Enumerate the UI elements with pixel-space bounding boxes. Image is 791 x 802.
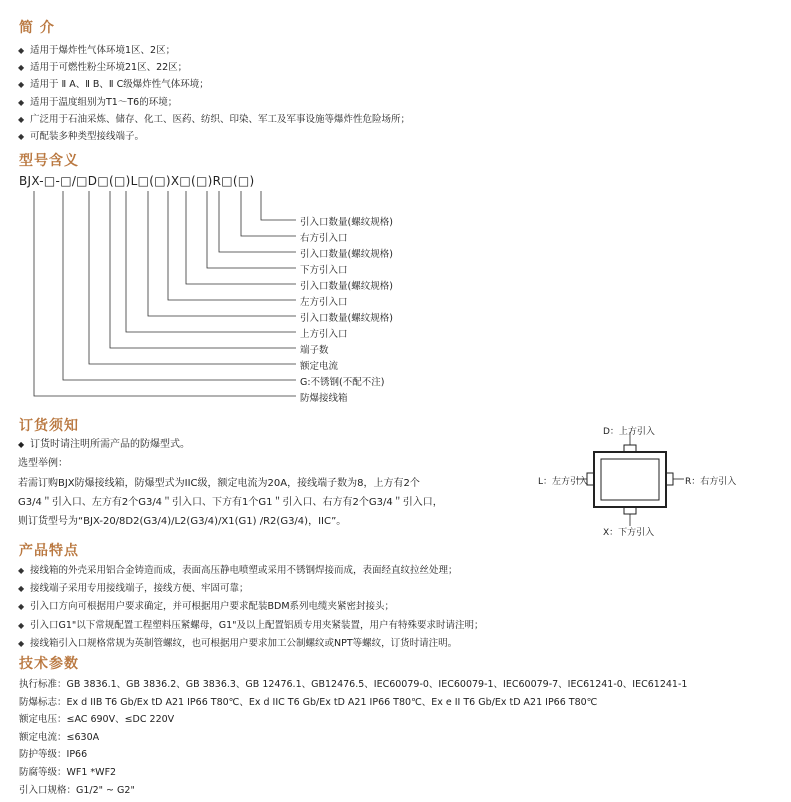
list-item: ◆ 引入口G1"以下常规配置工程塑料压紧螺母，G1"及以上配置铝质专用夹紧装置，用户有特殊要求时请注明； — [18, 617, 484, 635]
diamond-bullet-icon: ◆ — [18, 602, 25, 612]
param-row: 额定电流：≤630A — [19, 731, 100, 743]
diamond-bullet-icon: ◆ — [18, 638, 25, 648]
diagram-right-label: R：右方引入 — [685, 477, 737, 487]
param-row: 防护等级：IP66 — [19, 749, 88, 761]
model-label: G:不锈钢(不配不注) — [300, 377, 385, 388]
model-code: BJX-□-□/□D□(□)L□(□)X□(□)R□(□) — [19, 174, 255, 188]
example-text: 若需订购BJX防爆接线箱，防爆型式为IIC级，额定电流为20A，接线端子数为8，上方有2个 G3/4＂引入口、左方有2个G3/4＂引入口、下方有1个G1＂引入口、右方有2个G3/4＂引入口， 则订货型号为“BJX-20/8D2(G3/4)/L2(G3/4)/X1(G1) /R2(G3/4)，IIC”。 — [18, 478, 443, 527]
diamond-bullet-icon: ◆ — [18, 114, 25, 124]
list-item: ◆ 引入口方向可根据用户要求确定，并可根据用户要求配装BDM系列电缆夹紧密封接头； — [18, 598, 484, 616]
list-item: ◆ 接线端子采用专用接线端子，接线方便、牢固可靠； — [18, 580, 484, 598]
diamond-bullet-icon: ◆ — [18, 63, 25, 73]
list-item: ◆ 接线箱的外壳采用铝合金铸造而成，表面高压静电喷塑或采用不锈钢焊接而成，表面经直纹拉丝处理； — [18, 562, 484, 580]
list-item: ◆ 适用于 Ⅱ A、Ⅱ B、Ⅱ C级爆炸性气体环境； — [18, 76, 410, 93]
params-heading: 技术参数 — [19, 656, 79, 672]
order-heading: 订货须知 — [19, 418, 79, 434]
params-table — [19, 676, 687, 799]
model-label: 引入口数量(螺纹规格) — [300, 217, 393, 228]
model-label: 引入口数量(螺纹规格) — [300, 313, 393, 324]
model-label: 下方引入口 — [300, 265, 348, 276]
list-item: ◆ 接线箱引入口规格常规为英制管螺纹，也可根据用户要求加工公制螺纹或NPT等螺纹，订货时请注明。 — [18, 635, 484, 653]
order-bullet: ◆ 订货时请注明所需产品的防爆型式。 — [18, 439, 190, 450]
param-row: 引入口规格：G1/2" ~ G2" — [19, 784, 135, 796]
list-item: ◆ 可配装多种类型接线端子。 — [18, 128, 410, 145]
diamond-bullet-icon: ◆ — [18, 46, 25, 55]
diamond-bullet-icon: ◆ — [18, 80, 25, 90]
param-row: 防爆标志：Ex d IIB T6 Gb/Ex tD A21 IP66 T80℃、Ex d IIC T6 Gb/Ex tD A21 IP66 T80℃、Ex e II T6 Gb/Ex tD A21 IP66 T80℃ — [19, 696, 598, 708]
model-label: 额定电流 — [300, 361, 339, 372]
param-row: 执行标准：GB 3836.1、GB 3836.2、GB 3836.3、GB 12476.1、GB12476.5、IEC60079-0、IEC60079-1、IEC60079-7、IEC61241-0、IEC61241-1 — [19, 679, 688, 690]
diamond-bullet-icon: ◆ — [18, 132, 25, 142]
model-label: 端子数 — [300, 345, 329, 356]
diamond-bullet-icon: ◆ — [18, 566, 25, 575]
model-heading: 型号含义 — [19, 153, 79, 169]
list-item: ◆ 广泛用于石油采炼、储存、化工、医药、纺织、印染、军工及军事设施等爆炸性危险场所； — [18, 111, 410, 128]
diagram-top-label: D：上方引入 — [603, 427, 655, 437]
param-row: 额定电压：≤AC 690V、≤DC 220V — [19, 714, 175, 726]
model-label: 右方引入口 — [300, 233, 348, 244]
diagram-bottom-label: X：下方引入 — [603, 528, 655, 538]
list-item: ◆ 适用于温度组别为T1～T6的环境； — [18, 94, 410, 111]
features-list — [18, 562, 484, 653]
model-label: 左方引入口 — [300, 297, 348, 308]
diamond-bullet-icon: ◆ — [18, 440, 25, 449]
param-row: 防腐等级：WF1 *WF2 — [19, 766, 117, 778]
list-item: ◆ 适用于爆炸性气体环境1区、2区； — [18, 42, 410, 59]
model-label: 防爆接线箱 — [300, 393, 348, 404]
model-label: 引入口数量(螺纹规格) — [300, 249, 393, 260]
features-heading: 产品特点 — [19, 543, 79, 559]
diamond-bullet-icon: ◆ — [18, 620, 25, 630]
example-title: 选型举例： — [18, 458, 68, 469]
model-label: 引入口数量(螺纹规格) — [300, 281, 393, 292]
intro-heading: 简 介 — [19, 20, 55, 36]
diamond-bullet-icon: ◆ — [18, 584, 25, 594]
diamond-bullet-icon: ◆ — [18, 97, 25, 107]
diagram-left-label: L：左方引入 — [538, 477, 589, 487]
model-label: 上方引入口 — [300, 329, 348, 340]
list-item: ◆ 适用于可燃性粉尘环境21区、22区； — [18, 59, 410, 76]
